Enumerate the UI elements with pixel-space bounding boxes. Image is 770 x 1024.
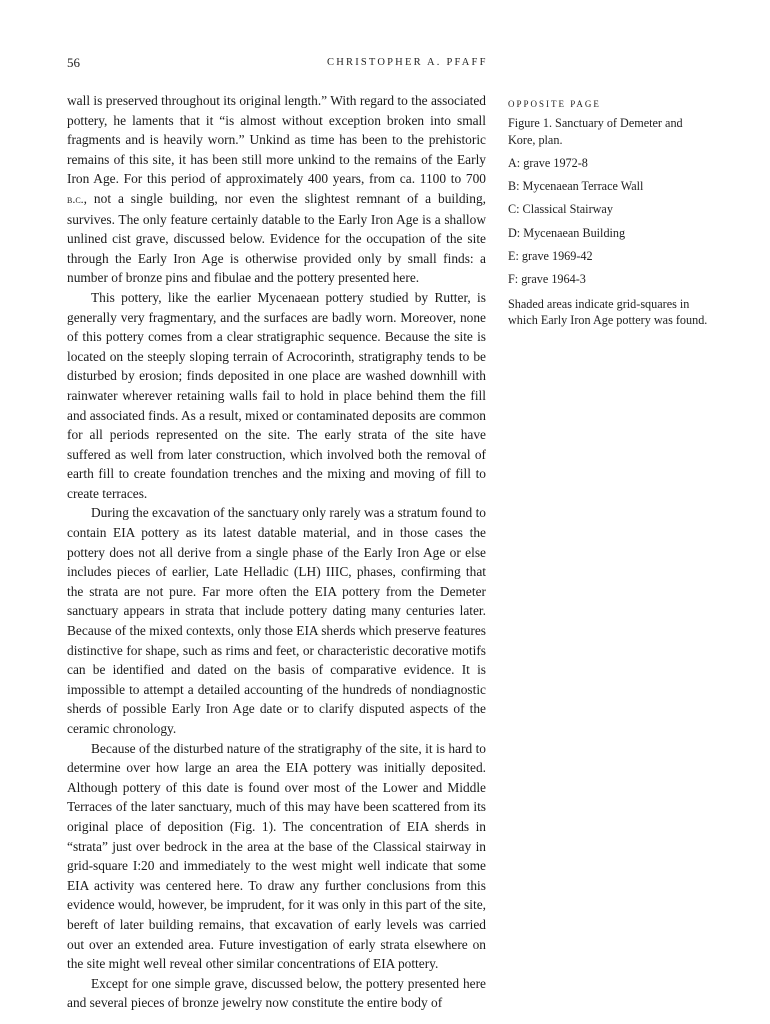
legend-item-a: A: grave 1972-8 xyxy=(508,155,588,170)
paragraph-4: Because of the disturbed nature of the stratigraphy of the site, it is hard to determine over how large an area the EIA pottery was initially deposited. Although pottery of this date is found over most of the Lower and Middle Terraces of the later sanctuary, much of this may have been scattered from its original place of deposition (Fig. 1). The concentration of EIA sherds in “strata” just over bedrock in the area at the base of the Classical stairway in grid-square I:20 and immediately to the west might well indicate that some EIA activity was centered here. To draw any further conclusions from this evidence would, however, be imprudent, for it was only in this part of the site, bereft of later building remains, that excavation of early levels was carried out over an extended area. Future investigation of early strata elsewhere on the site might well reveal other similar concentrations of EIA pottery. xyxy=(67,740,486,972)
paragraph-2: This pottery, like the earlier Mycenaean pottery studied by Rutter, is generally very fragmentary, and the surfaces are badly worn. Moreover, none of this pottery comes from a clear stratigraphic sequence. Because the site is located on the steeply sloping terrain of Acrocorinth, stratigraphy tends to be disturbed by erosion; finds deposited in one place are washed downhill with rainwater wherever retaining walls fail to hold in place behind them the fill and associated finds. As a result, mixed or contaminated deposits are common for all periods represented on the site. The early strata of the site have suffered as well from later construction, which involved both the removal of earth fill to create foundation trenches and the mixing and moving of fill to create terraces. xyxy=(67,289,486,501)
paragraph-1 xyxy=(67,91,486,288)
legend-item-e: E: grave 1969-42 xyxy=(508,249,593,264)
legend-item-b: B: Mycenaean Terrace Wall xyxy=(508,179,644,194)
legend-item-c: C: Classical Stairway xyxy=(508,202,613,217)
running-head: CHRISTOPHER A. PFAFF xyxy=(327,57,488,68)
shading-note: Shaded areas indicate grid-squares in which Early Iron Age pottery was found. xyxy=(508,296,708,327)
legend-item-f: F: grave 1964-3 xyxy=(508,272,586,287)
figure-caption: Figure 1. Sanctuary of Demeter and Kore, plan. xyxy=(508,116,683,147)
page-number: 56 xyxy=(67,55,80,70)
legend-item-d: D: Mycenaean Building xyxy=(508,225,626,240)
paragraph-3: During the excavation of the sanctuary only rarely was a stratum found to contain EIA pottery as its latest datable material, and in those cases the pottery does not all derive from a single phase of the Early Iron Age or else includes pieces of earlier, Late Helladic (LH) IIIC, phases, confirming that the strata are not pure. Far more often the EIA pottery from the Demeter sanctuary appears in strata that include pottery dating many centuries later. Because of the mixed contexts, only those EIA sherds which preserve features distinctive for shape, such as rims and feet, or characteristic decorative motifs can be identified and dated on the basis of comparative evidence. It is impossible to attempt a detailed accounting of the hundreds of nondiagnostic sherds of possible Early Iron Age date or to clarify disputed aspects of the ceramic chronology. xyxy=(67,505,486,736)
paragraph-5: Except for one simple grave, discussed below, the pottery presented here and several pieces of bronze jewelry now constitute the entire body of xyxy=(67,975,486,1011)
paragraph-1-part-a: wall is preserved throughout its original length.” With regard to the associated pottery, he laments that it “is almost without exception broken into small fragments and is heavily worn.” Unkind as time has been to the prehistoric remains of this site, it has been still more unkind to the remains of the Early Iron Age. For this period of approximately 400 years, from ca. 1100 to 700 xyxy=(67,93,486,187)
paragraph-1-part-b: , not a single building, nor even the slightest remnant of a building, survives. The only feature certainly datable to the Early Iron Age is a shallow unlined cist grave, discussed below. Evidence for the occupation of the site through the Early Iron Age is otherwise provided only by small finds: a number of bronze pins and fibulae and the pottery presented here. xyxy=(67,190,486,286)
opposite-page-label: OPPOSITE PAGE xyxy=(508,99,601,109)
main-text-column xyxy=(67,91,486,1013)
figure-caption-sidebar xyxy=(508,96,708,328)
bc-abbreviation: b.c. xyxy=(67,191,84,206)
